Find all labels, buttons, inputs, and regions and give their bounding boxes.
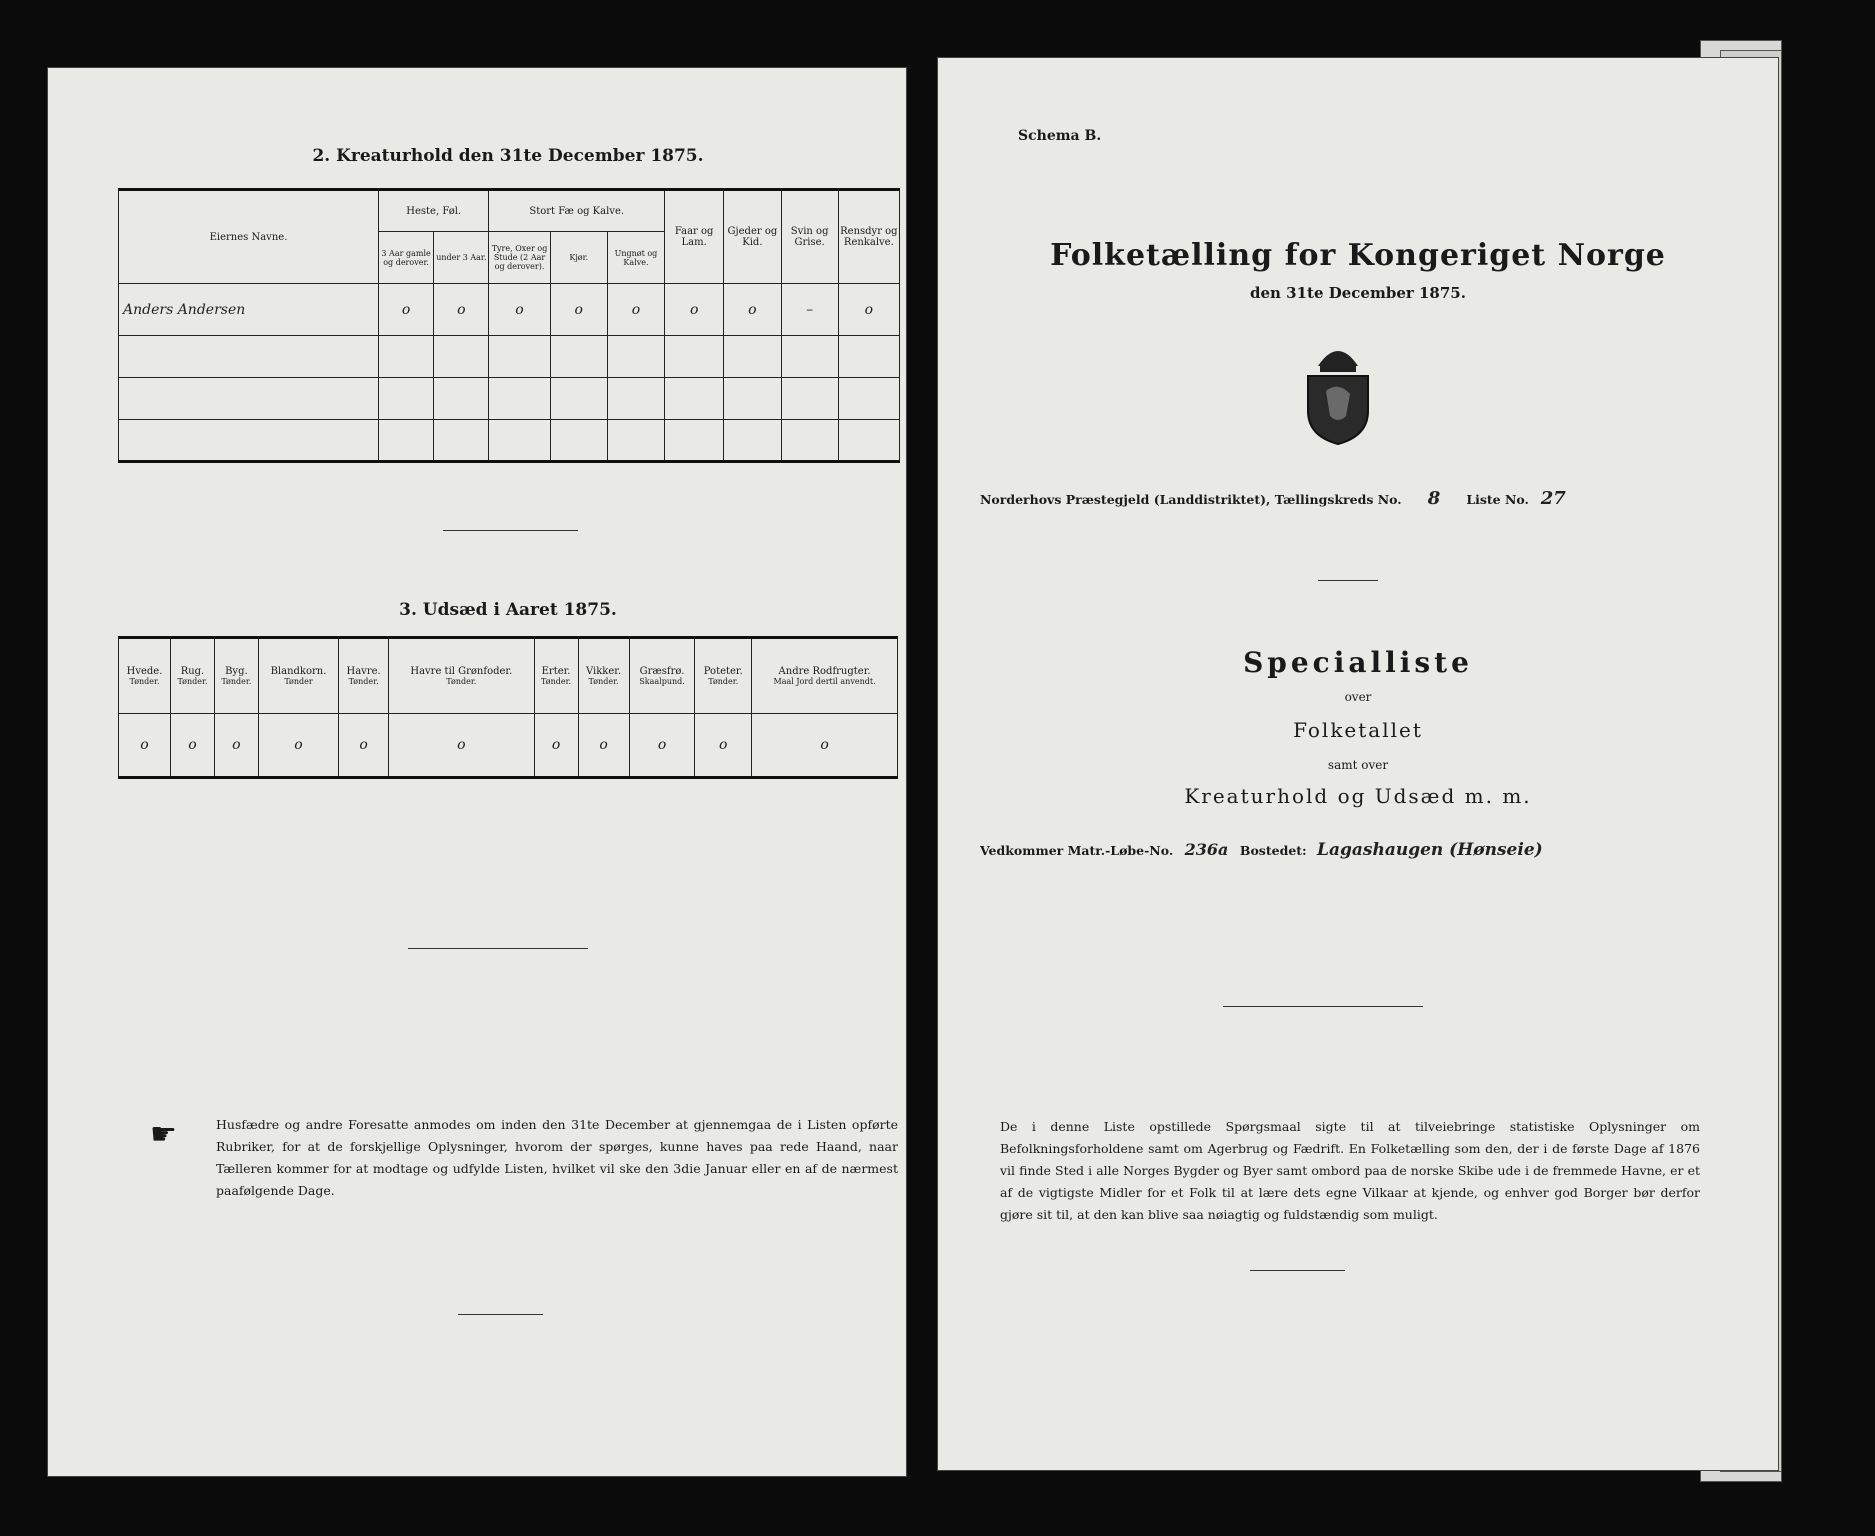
udsaed-header: Græsfrø. Skaalpund. bbox=[629, 638, 695, 714]
udsaed-value: o bbox=[119, 714, 171, 778]
divider-rule bbox=[408, 948, 588, 949]
left-page bbox=[48, 68, 906, 1476]
value-cell: o bbox=[665, 284, 724, 336]
value-cell: o bbox=[724, 284, 781, 336]
district-label: Norderhovs Præstegjeld (Landdistriktet), Tællingskreds No. bbox=[980, 492, 1402, 507]
kreaturhold-table bbox=[118, 188, 900, 463]
specialliste-title: Specialliste bbox=[1243, 646, 1473, 679]
udsaed-value: o bbox=[534, 714, 578, 778]
census-date: den 31te December 1875. bbox=[1250, 284, 1466, 302]
stort-a-header: Tyre, Oxer og Stude (2 Aar og derover). bbox=[489, 232, 550, 284]
coat-of-arms-icon bbox=[1298, 336, 1378, 446]
udsaed-value: o bbox=[752, 714, 898, 778]
schema-label: Schema B. bbox=[1018, 128, 1102, 144]
matr-number: 236a bbox=[1184, 840, 1229, 859]
bosted-value: Lagashaugen (Hønseie) bbox=[1317, 840, 1543, 860]
divider-rule bbox=[1318, 580, 1378, 581]
value-cell: o bbox=[489, 284, 550, 336]
rensdyr-header: Rensdyr og Renkalve. bbox=[838, 190, 899, 284]
heste-b-header: under 3 Aar. bbox=[434, 232, 489, 284]
udsaed-value: o bbox=[171, 714, 215, 778]
udsaed-value: o bbox=[578, 714, 629, 778]
udsaed-value: o bbox=[214, 714, 258, 778]
kreds-number: 8 bbox=[1427, 488, 1441, 509]
liste-number: 27 bbox=[1540, 488, 1566, 509]
udsaed-header: Blandkorn. Tønder bbox=[258, 638, 338, 714]
over-text: over bbox=[1344, 690, 1372, 704]
heste-header: Heste, Føl. bbox=[378, 190, 488, 232]
district-line bbox=[980, 488, 1740, 509]
udsaed-value: o bbox=[695, 714, 752, 778]
udsaed-value: o bbox=[258, 714, 338, 778]
matr-line bbox=[980, 840, 1760, 860]
owner-cell: Anders Andersen bbox=[119, 284, 379, 336]
folketallet-text: Folketallet bbox=[1293, 718, 1423, 742]
stort-header: Stort Fæ og Kalve. bbox=[489, 190, 665, 232]
value-cell: o bbox=[607, 284, 664, 336]
bosted-label: Bostedet: bbox=[1239, 843, 1307, 858]
udsaed-table bbox=[118, 636, 898, 779]
divider-rule bbox=[458, 1314, 543, 1315]
heste-a-header: 3 Aar gamle og derover. bbox=[378, 232, 433, 284]
udsaed-header: Vikker. Tønder. bbox=[578, 638, 629, 714]
value-cell: o bbox=[378, 284, 433, 336]
section2-title: 2. Kreaturhold den 31te December 1875. bbox=[312, 146, 704, 166]
divider-rule bbox=[443, 530, 578, 531]
value-cell: – bbox=[781, 284, 838, 336]
udsaed-header: Andre Rodfrugter. Maal Jord dertil anvendt. bbox=[752, 638, 898, 714]
stort-b-header: Kjør. bbox=[550, 232, 607, 284]
udsaed-header: Havre til Grønfoder. Tønder. bbox=[389, 638, 535, 714]
section3-title: 3. Udsæd i Aaret 1875. bbox=[399, 600, 617, 620]
matr-label: Vedkommer Matr.-Løbe-No. bbox=[980, 843, 1174, 858]
value-cell: o bbox=[434, 284, 489, 336]
udsaed-value: o bbox=[389, 714, 535, 778]
udsaed-header: Byg. Tønder. bbox=[214, 638, 258, 714]
stort-c-header: Ungnøt og Kalve. bbox=[607, 232, 664, 284]
udsaed-value: o bbox=[339, 714, 389, 778]
udsaed-value: o bbox=[629, 714, 695, 778]
udsaed-header: Erter. Tønder. bbox=[534, 638, 578, 714]
gjeder-header: Gjeder og Kid. bbox=[724, 190, 781, 284]
owner-header: Eiernes Navne. bbox=[119, 190, 379, 284]
svin-header: Svin og Grise. bbox=[781, 190, 838, 284]
census-paragraph: De i denne Liste opstillede Spørgsmaal sigte til at tilveiebringe statistiske Oplysninger om Befolkningsforholdene samt om Agerbrug og Fædrift. En Folketælling som den, der i de første Dage af 1876 vil finde Sted i alle Norges Bygder og Byer samt ombord paa de norske Skibe ude i de fremmede Havne, er et af de vigtigste Midler for et Folk til at lære dets egne Vilkaar at kjende, og enhver god Borger bør derfor gjøre sit til, at den kan blive saa nøiagtig og fuldstændig som muligt. bbox=[1000, 1119, 1700, 1222]
divider-rule bbox=[1223, 1006, 1423, 1007]
kreaturhold-text: Kreaturhold og Udsæd m. m. bbox=[1184, 784, 1532, 808]
divider-rule bbox=[1250, 1270, 1345, 1271]
notice-paragraph: Husfædre og andre Foresatte anmodes om inden den 31te December at gjennemgaa de i Listen opførte Rubriker, for at de forskjellige Oplysninger, hvorom der spørges, kunne haves paa rede Haand, naar Tælleren kommer for at modtage og udfylde Listen, hvilket vil ske den 3die Januar eller en af de nærmest paafølgende Dage. bbox=[216, 1117, 898, 1198]
value-cell: o bbox=[550, 284, 607, 336]
samt-over-text: samt over bbox=[1327, 758, 1389, 772]
udsaed-header: Hvede. Tønder. bbox=[119, 638, 171, 714]
value-cell: o bbox=[838, 284, 899, 336]
right-page bbox=[938, 58, 1778, 1470]
main-title: Folketælling for Kongeriget Norge bbox=[1050, 238, 1666, 273]
liste-label: Liste No. bbox=[1466, 492, 1529, 507]
udsaed-header: Poteter. Tønder. bbox=[695, 638, 752, 714]
faar-header: Faar og Lam. bbox=[665, 190, 724, 284]
udsaed-header: Rug. Tønder. bbox=[171, 638, 215, 714]
pointing-hand-icon: ☛ bbox=[150, 1117, 177, 1152]
udsaed-header: Havre. Tønder. bbox=[339, 638, 389, 714]
